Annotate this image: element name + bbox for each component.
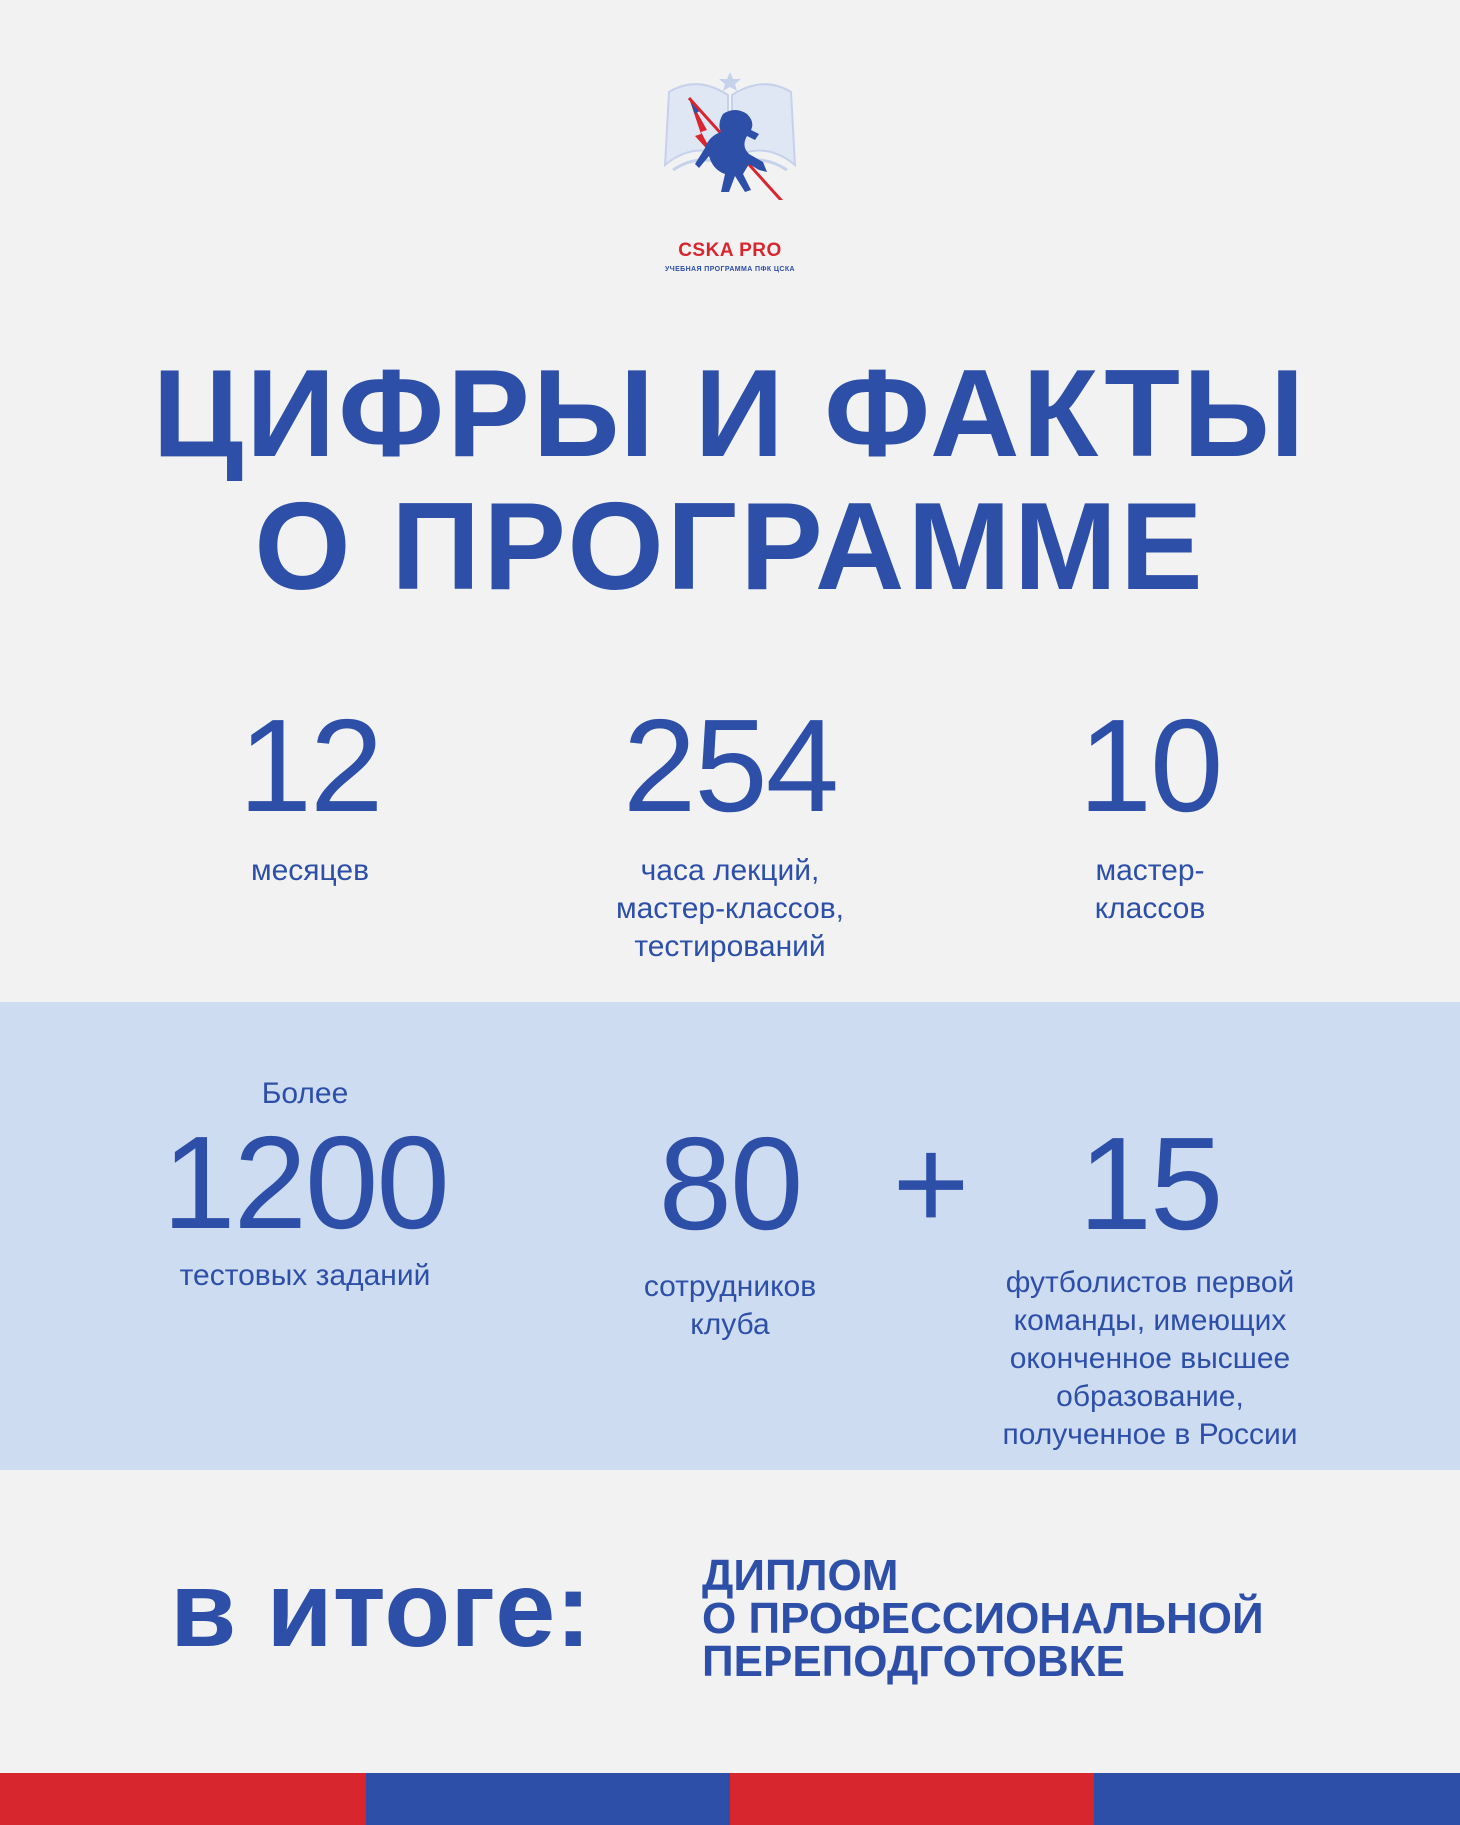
stat-description	[120, 1257, 490, 1295]
result-line-3: ПЕРЕПОДГОТОВКЕ	[702, 1637, 1125, 1686]
stat-description-line: образование,	[1056, 1380, 1244, 1413]
stat-staff	[600, 1110, 860, 1344]
stat-value: 15	[1078, 1110, 1222, 1257]
stat-description	[160, 852, 460, 890]
stat-players	[970, 1110, 1330, 1454]
stat-value: 10	[1078, 692, 1222, 839]
stat-description	[970, 1264, 1330, 1454]
stat-description-line: сотрудников	[643, 1270, 817, 1303]
stripe-blue-1	[366, 1773, 730, 1825]
result-line-1: ДИПЛОМ	[702, 1551, 899, 1600]
stripe-red-2	[730, 1773, 1094, 1825]
stripe-blue-2	[1094, 1773, 1460, 1825]
stat-value: 12	[238, 692, 382, 839]
page-title-line-2: О ПРОГРАММЕ	[254, 478, 1206, 616]
stat-description-line: тестовых заданий	[179, 1259, 431, 1292]
stat-prefix: Более	[261, 1077, 349, 1110]
stat-description-line: полученное в России	[1002, 1418, 1298, 1451]
result-label: в итоге:	[170, 1548, 592, 1669]
stat-hours	[570, 692, 890, 966]
stat-months	[160, 692, 460, 890]
stat-description	[600, 1268, 860, 1344]
stat-description-line: месяцев	[250, 854, 370, 887]
stat-description-line: классов	[1094, 892, 1206, 925]
stat-description	[1000, 852, 1300, 928]
logo-name: CSKA PRO	[678, 240, 782, 261]
stat-value: 80	[658, 1110, 802, 1257]
stat-description-line: тестирований	[634, 930, 826, 963]
plus-sign: +	[892, 1110, 968, 1257]
stat-description-line: мастер-классов,	[615, 892, 845, 925]
stat-description-line: часа лекций,	[640, 854, 820, 887]
stat-description-line: футболистов первой	[1005, 1266, 1295, 1299]
stat-description	[570, 852, 890, 966]
stat-description-line: команды, имеющих	[1013, 1304, 1287, 1337]
stripe-red-1	[0, 1773, 366, 1825]
stat-master-classes	[1000, 692, 1300, 928]
stat-description-line: мастер-	[1095, 854, 1205, 887]
stat-tests	[120, 1075, 490, 1295]
logo-tagline: УЧЕБНАЯ ПРОГРАММА ПФК ЦСКА	[665, 266, 795, 273]
stat-value: 254	[622, 692, 838, 839]
stat-value: 1200	[162, 1109, 448, 1256]
page-title-line-1: ЦИФРЫ И ФАКТЫ	[152, 345, 1308, 483]
cska-pro-logo	[655, 70, 805, 200]
result-line-2: О ПРОФЕССИОНАЛЬНОЙ	[702, 1594, 1264, 1643]
stat-description-line: оконченное высшее	[1009, 1342, 1291, 1375]
stat-description-line: клуба	[690, 1308, 770, 1341]
